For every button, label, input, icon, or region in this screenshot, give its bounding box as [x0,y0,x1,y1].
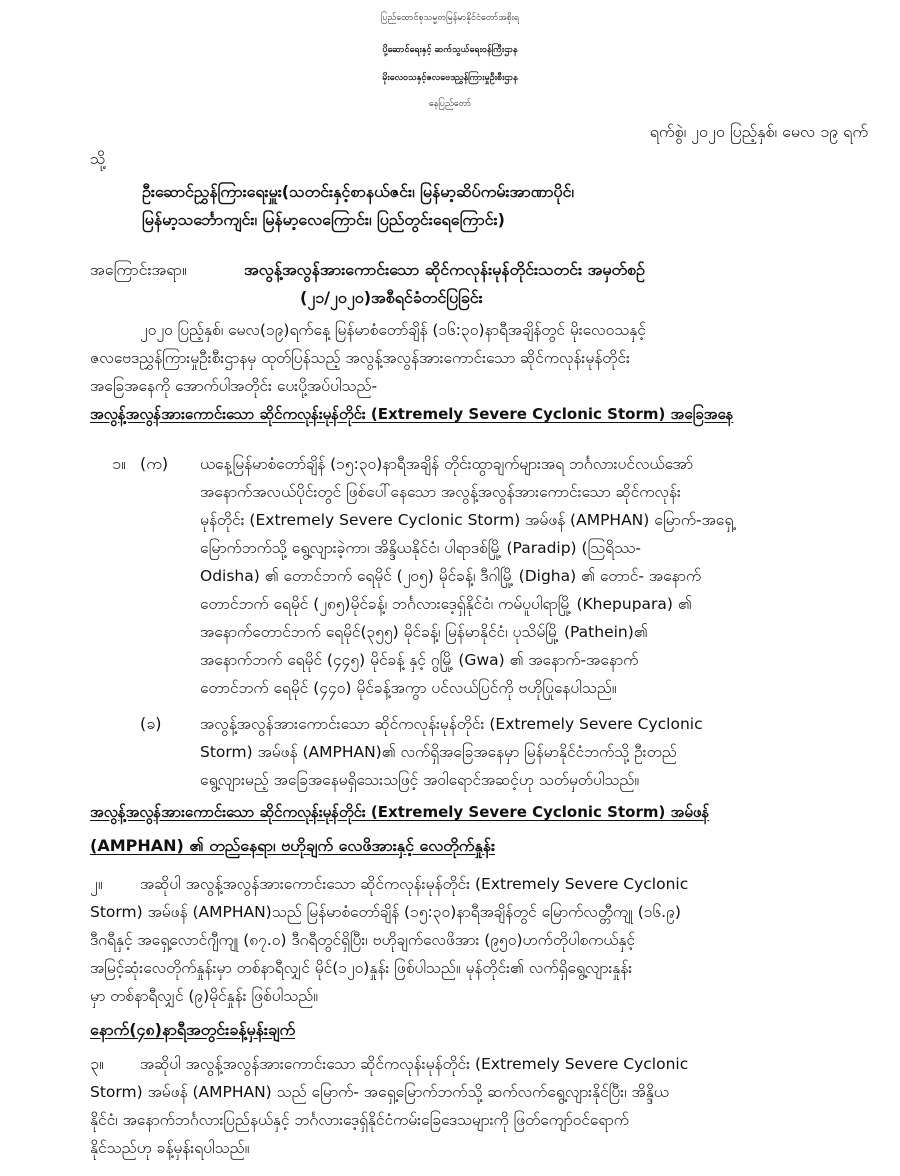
intro-line-2: ဇလဗေဒညွှန်ကြားမှုဦးစီးဌာနမှ ထုတ်ပြန်သည့် အလွန့်အလွန်အားကောင်းသော ဆိုင်ကလုန်းမုန်တိုင်း [90,349,630,367]
header-department: မိုးလေဝသနှင့်ဇလဗေဒညွှန်ကြားမှုဦးစီးဌာန [382,73,518,83]
to-label: သို့ [90,149,106,168]
item-ka-label: (က) [140,454,169,473]
item-ka-line-9: တောင်ဘက် ရေမိုင် (၄၄၀) မိုင်ခန့်အကွာ ပင်လယ်ပြင်ကို ဗဟိုပြုနေပါသည်။ [200,679,617,697]
section-3-line-4: နိုင်သည်ဟု ခန့်မှန်းရပါသည်။ [90,1139,250,1157]
section-2-line-4: အမြင့်ဆုံးလေတိုက်နှုန်းမှာ တစ်နာရီလျှင် မိုင်(၁၂၀)နှုန်း ဖြစ်ပါသည်။ မုန်တိုင်း၏ လက်ရှိရွေ့လျားနှုန်း [90,959,633,977]
item-kha-line-3: ရွေ့လျားမည့် အခြေအနေမရှိသေးသဖြင့် အဝါရောင်အဆင့်ဟု သတ်မှတ်ပါသည်။ [200,771,640,789]
item-kha-line-1: အလွန့်အလွန်အားကောင်းသော ဆိုင်ကလုန်းမုန်တိုင်း (Extremely Severe Cyclonic [200,715,703,733]
section-2-heading-line-2: (AMPHAN) ၏ တည်နေရာ၊ ဗဟိုချက် လေဖိအားနှင့် လေတိုက်နှုန်း [90,836,496,855]
recipient-line-1: ဦးဆောင်ညွှန်ကြားရေးမှူး(သတင်းနှင့်စာနယ်ဇင်း၊ မြန်မာ့ဆိပ်ကမ်းအာဏာပိုင်၊ [142,182,574,201]
item-ka-line-3: မုန်တိုင်း (Extremely Severe Cyclonic Storm) အမ်ဖန် (AMPHAN) မြောက်-အရှေ့ [200,511,734,529]
item-ka-line-4: မြောက်ဘက်သို့ ရွေ့လျားခဲ့ကာ၊ အိန္ဒိယနိုင်ငံ၊ ပါရာဒစ်မြို့ (Paradip) (ဩရိဿ- [200,539,642,557]
header-government: ပြည်ထောင်စုသမ္မတမြန်မာနိုင်ငံတော်အစိုးရ [380,13,520,23]
section-3-line-1: အဆိုပါ အလွန့်အလွန်အားကောင်းသော ဆိုင်ကလုန်းမုန်တိုင်း (Extremely Severe Cyclonic [140,1055,689,1073]
item-kha-label: (ခ) [140,714,162,733]
section-1-number: ၁။ [112,454,126,473]
header-city: နေပြည်တော် [428,99,472,109]
section-2-heading-line-1: အလွန့်အလွန်အားကောင်းသော ဆိုင်ကလုန်းမုန်တိုင်း (Extremely Severe Cyclonic Storm) အမ်ဖန် [90,803,710,821]
section-2-line-5: မှာ တစ်နာရီလျှင် (၉)မိုင်နှုန်း ဖြစ်ပါသည်။ [90,987,318,1005]
letter-date: ရက်စွဲ၊ ၂၀၂၀ ပြည့်နှစ်၊ မေလ ၁၉ ရက် [649,122,868,141]
subject-line-1: အလွန့်အလွန်အားကောင်းသော ဆိုင်ကလုန်းမုန်တိုင်းသတင်း အမှတ်စဉ် [244,260,645,279]
intro-line-3: အခြေအနေကို အောက်ပါအတိုင်း ပေးပို့အပ်ပါသည်- [90,377,378,395]
section-3-line-2: Storm) အမ်ဖန် (AMPHAN) သည် မြောက်- အရှေ့မြောက်ဘက်သို့ ဆက်လက်ရွေ့လျားနိုင်ပြီး၊ အိန္ဒိယ [90,1083,669,1101]
section-2-line-1: အဆိုပါ အလွန့်အလွန်အားကောင်းသော ဆိုင်ကလုန်းမုန်တိုင်း (Extremely Severe Cyclonic [140,875,689,893]
section-1-heading: အလွန့်အလွန်အားကောင်းသော ဆိုင်ကလုန်းမုန်တိုင်း (Extremely Severe Cyclonic Storm) အခြေအနေ [90,405,734,423]
section-2-line-2: Storm) အမ်ဖန် (AMPHAN)သည် မြန်မာစံတော်ချိန် (၁၅:၃၀)နာရီအချိန်တွင် မြောက်လတ္တီကျု (၁၆.၉) [90,903,681,921]
item-ka-line-2: အနောက်အလယ်ပိုင်းတွင် ဖြစ်ပေါ်နေသော အလွန့်အလွန်အားကောင်းသော ဆိုင်ကလုန်း [200,483,681,501]
item-ka-line-7: အနောက်တောင်ဘက် ရေမိုင်(၃၅၅) မိုင်ခန့်၊ မြန်မာနိုင်ငံ၊ ပုသိမ်မြို့ (Pathein)၏ [200,623,648,641]
section-3-heading: နောက်(၄၈)နာရီအတွင်းခန့်မှန်းချက် [90,1020,296,1039]
item-ka-line-8: အနောက်ဘက် ရေမိုင် (၄၄၅) မိုင်ခန့် နှင့် ဂွမြို့ (Gwa) ၏ အနောက်-အနောက် [200,651,639,669]
recipient-line-2: မြန်မာ့သင်္ဘောကျင်း၊ မြန်မာ့လေကြောင်း၊ ပြည်တွင်းရေကြောင်း) [142,210,505,229]
section-2-line-3: ဒီဂရီနှင့် အရှေ့လောင်ဂျီကျု (၈၇.၀) ဒီဂရီတွင်ရှိပြီး၊ ဗဟိုချက်လေဖိအား (၉၅၀)ဟက်တိုပါစကယ်နှင့် [90,931,635,949]
section-3-line-3: နိုင်ငံ၊ အနောက်ဘင်္ဂလားပြည်နယ်နှင့် ဘင်္ဂလားဒေ့ရှ်နိုင်ငံကမ်းခြေဒေသများကို ဖြတ်ကျော်ဝင်ရောက် [90,1111,629,1129]
item-ka-line-5: Odisha) ၏ တောင်ဘက် ရေမိုင် (၂၀၅) မိုင်ခန့်၊ ဒီဂါမြို့ (Digha) ၏ တောင်- အနောက် [200,567,702,585]
subject-line-2: (၂၁/၂၀၂၀)အစီရင်ခံတင်ပြခြင်း [300,288,483,307]
item-ka-line-1: ယနေ့မြန်မာစံတော်ချိန် (၁၅:၃၀)နာရီအချိန် တိုင်းထွာချက်များအရ ဘင်္ဂလားပင်လယ်အော် [200,455,693,473]
subject-label: အကြောင်းအရာ။ [90,260,187,279]
item-ka-line-6: တောင်ဘက် ရေမိုင် (၂၈၅)မိုင်ခန့်၊ ဘင်္ဂလားဒေ့ရှ်နိုင်ငံ၊ ကမ်ပူပါရာမြို့ (Khepupara) ၏ [200,595,692,613]
header-ministry: ပို့ဆောင်ရေးနှင့် ဆက်သွယ်ရေးဝန်ကြီးဌာန [382,45,518,55]
section-3-number: ၃။ [90,1054,104,1073]
item-kha-line-2: Storm) အမ်ဖန် (AMPHAN)၏ လက်ရှိအခြေအနေမှာ မြန်မာနိုင်ငံဘက်သို့ ဦးတည် [200,743,677,761]
intro-line-1: ၂၀၂၀ ပြည့်နှစ်၊ မေလ(၁၉)ရက်နေ့ မြန်မာစံတော်ချိန် (၁၆:၃၀)နာရီအချိန်တွင် မိုးလေဝသနှင့် [140,321,646,339]
section-2-number: ၂။ [90,874,103,893]
